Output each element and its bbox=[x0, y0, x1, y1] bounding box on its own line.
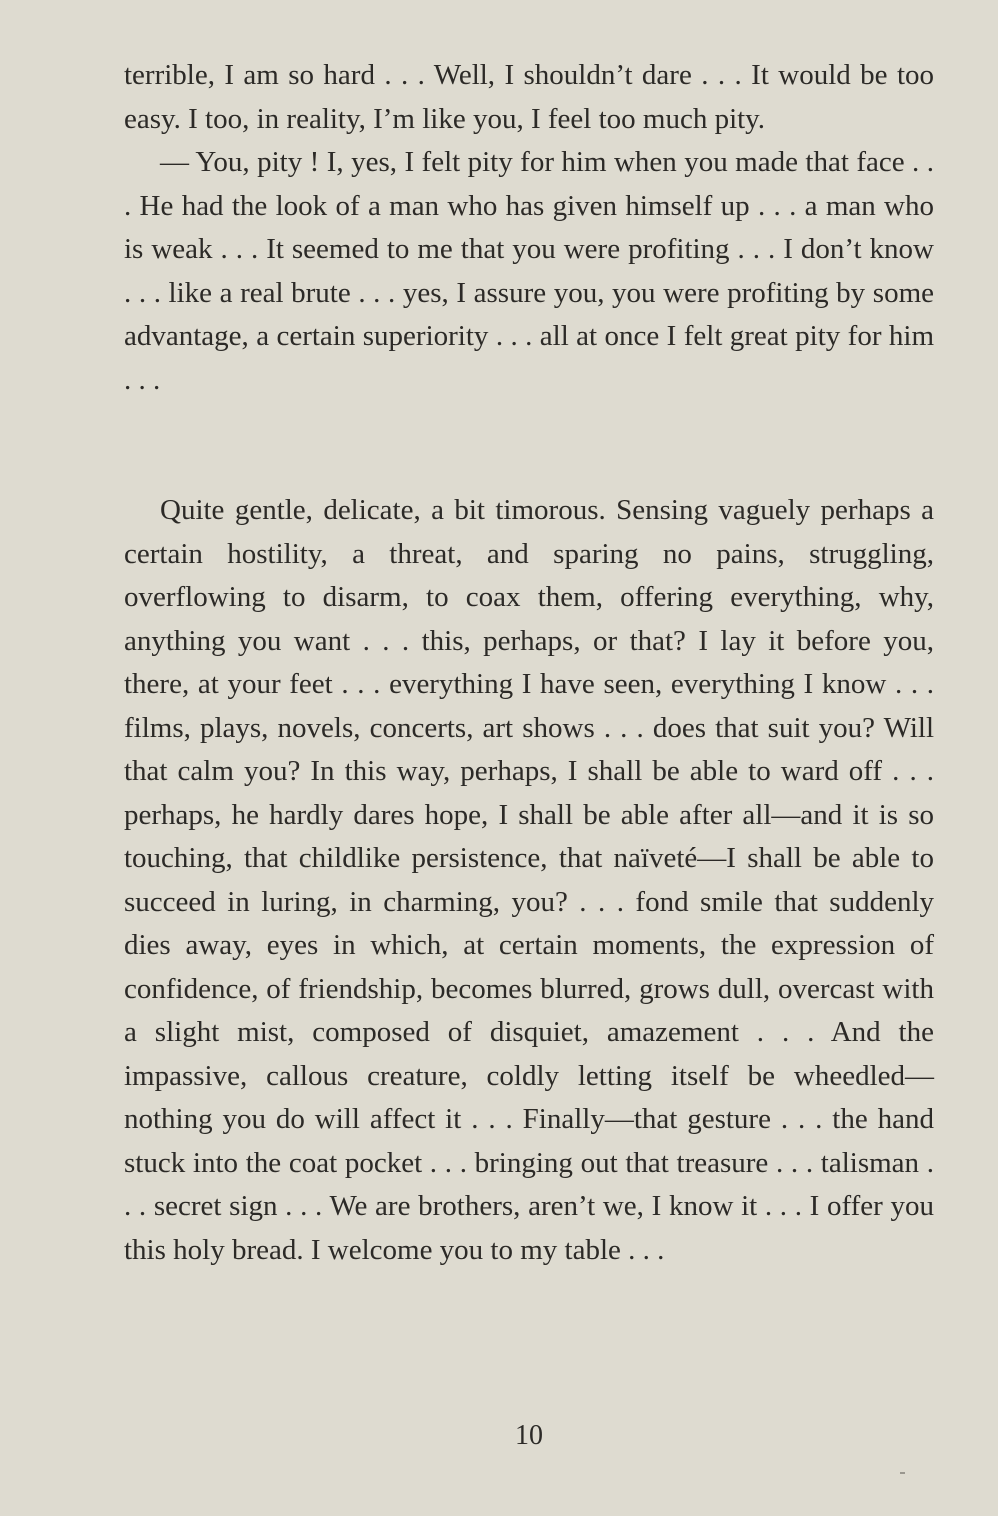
paragraph-continued: terrible, I am so hard . . . Well, I shouldn’t dare . . . It would be too easy. I too, in reality, I’m like you, I feel too much pity. bbox=[124, 59, 934, 135]
dialogue-block bbox=[124, 54, 934, 402]
page-number: 10 bbox=[515, 1420, 543, 1451]
paper-speck bbox=[900, 1472, 905, 1474]
narrative-block bbox=[124, 489, 934, 1272]
paragraph-narrative: Quite gentle, delicate, a bit timorous. Sensing vaguely perhaps a certain hostility, a threat, and sparing no pains, struggling, overflowing to disarm, to coax them, offering everything, why, anything you want . . . this, perhaps, or that? I lay it before you, there, at your feet . . . everything I have seen, everything I know . . . films, plays, novels, concerts, art shows . . . does that suit you? Will that calm you? In this way, perhaps, I shall be able to ward off . . . perhaps, he hardly dares hope, I shall be able after all—and it is so touching, that childlike persistence, that naïveté—I shall be able to succeed in luring, in charming, you? . . . fond smile that suddenly dies away, eyes in which, at certain moments, the expression of confidence, of friendship, becomes blurred, grows dull, overcast with a slight mist, composed of disquiet, amazement . . . And the impassive, callous creature, coldly letting itself be wheedled—nothing you do will affect it . . . Finally—that gesture . . . the hand stuck into the coat pocket . . . bringing out that treasure . . . talisman . . . secret sign . . . We are brothers, aren’t we, I know it . . . I offer you this holy bread. I welcome you to my table . . . bbox=[124, 494, 934, 1266]
paragraph-dialogue: — You, pity ! I, yes, I felt pity for him when you made that face . . . He had the look of a man who has given himself up . . . a man who is weak . . . It seemed to me that you were profiting . . . I don’t know . . . like a real brute . . . yes, I assure you, you were profiting by some advantage, a certain superiority . . . all at once I felt great pity for him . . . bbox=[124, 146, 934, 396]
